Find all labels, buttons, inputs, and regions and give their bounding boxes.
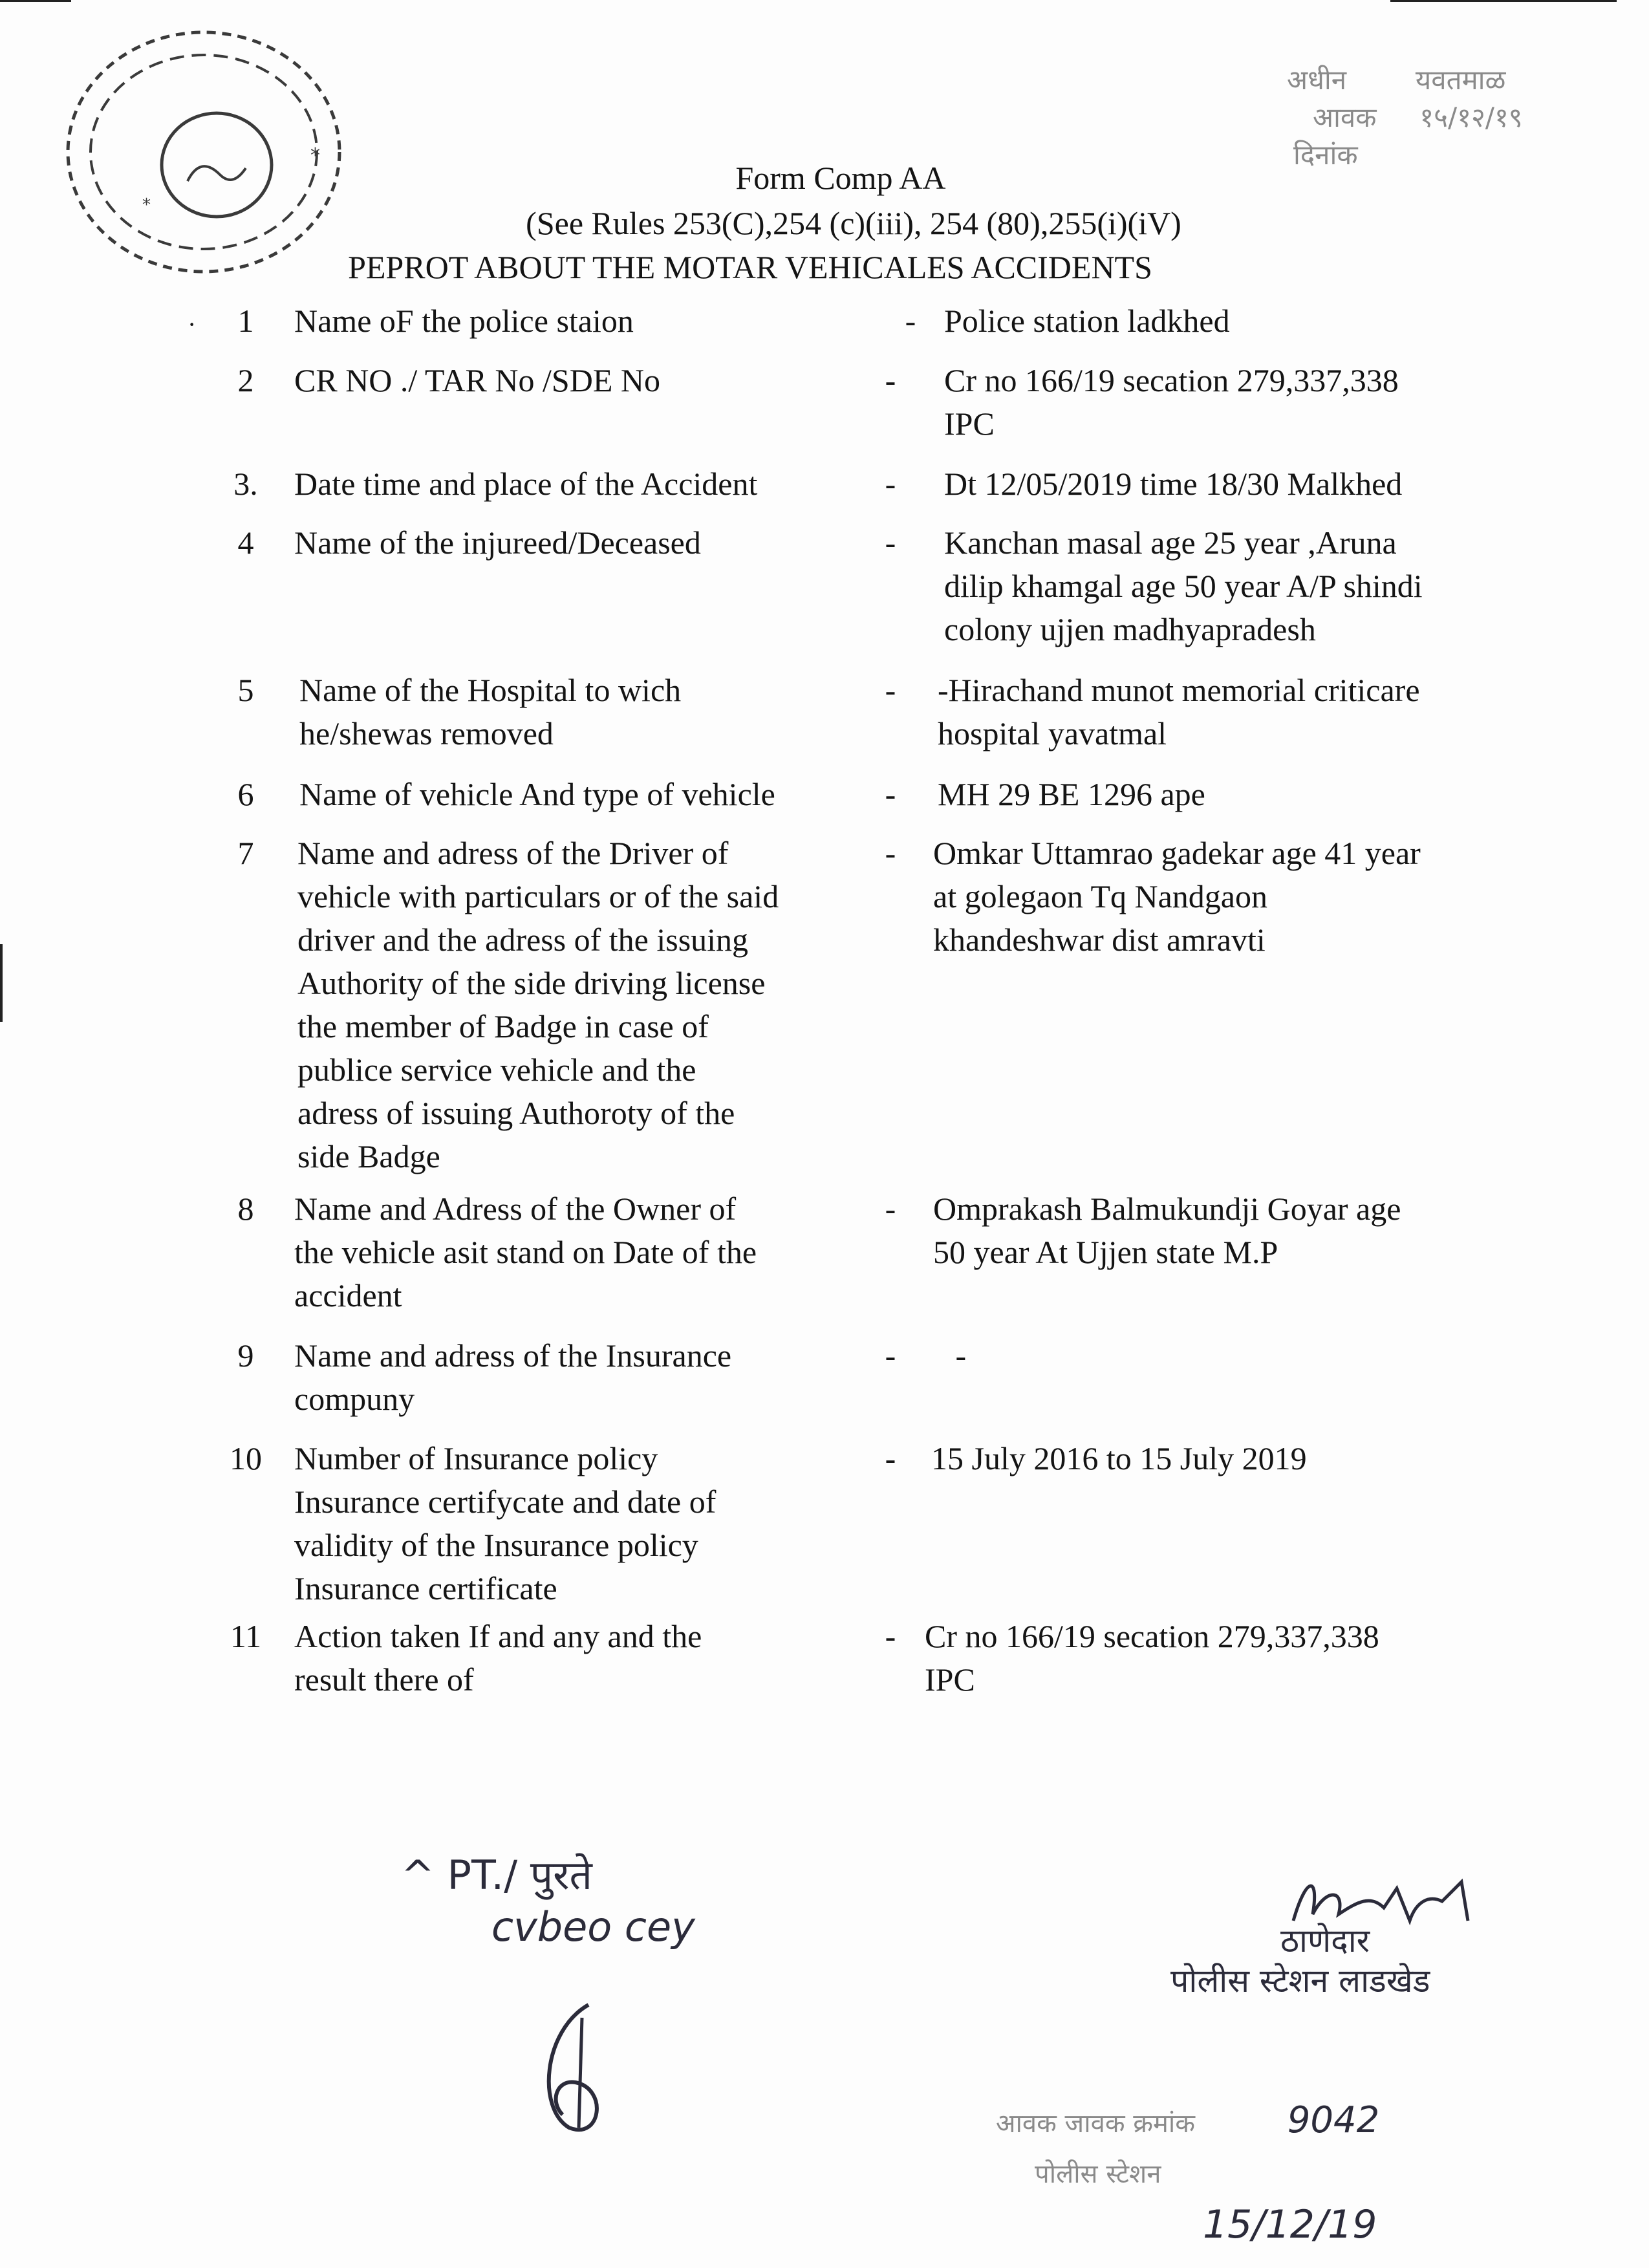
row-label: Date time and place of the Accident xyxy=(294,466,758,502)
row-dash: - xyxy=(885,776,896,812)
row-label: Name and Adress of the Owner of the vehicle asit stand on Date of the accident xyxy=(294,1191,757,1313)
row-dash: - xyxy=(885,1191,896,1227)
row-value: Omkar Uttamrao gadekar age 41 year at golegaon Tq Nandgaon khandeshwar dist amravti xyxy=(933,835,1421,958)
inward-label: आवक जावक क्रमांक xyxy=(996,2109,1195,2139)
stamp-line-2: आवक १५/१२/१९ xyxy=(1313,102,1523,133)
row-value: Cr no 166/19 secation 279,337,338 IPC xyxy=(944,362,1399,442)
row-label: Name oF the police staion xyxy=(294,303,634,339)
row-value: 15 July 2016 to 15 July 2019 xyxy=(931,1440,1307,1476)
row-dash: - xyxy=(885,362,896,398)
row-label: Name of the injureed/Deceased xyxy=(294,524,701,561)
row-dash: - xyxy=(885,466,896,502)
row-number: 10 xyxy=(230,1440,262,1476)
signature-station: पोलीस स्टेशन लाडखेड xyxy=(1170,1962,1430,2000)
handwritten-note-left xyxy=(401,1850,695,1953)
row-number: 4 xyxy=(237,524,254,561)
inward-date: 15/12/19 xyxy=(1203,2202,1377,2247)
row-number: 5 xyxy=(237,672,254,708)
row-dash: - xyxy=(885,1337,896,1374)
row-value: MH 29 BE 1296 ape xyxy=(938,776,1205,812)
scan-edge-top xyxy=(1390,0,1617,2)
scan-edge-left xyxy=(0,944,3,1022)
svg-text:*: * xyxy=(142,195,151,215)
stamp-line-3: दिनांक xyxy=(1293,139,1358,171)
report-title: PEPROT ABOUT THE MOTAR VEHICALES ACCIDENTS xyxy=(348,249,1152,285)
row-number: 1 xyxy=(237,303,254,339)
row-value: Kanchan masal age 25 year ,Aruna dilip khamgal age 50 year A/P shindi colony ujjen madhyapradesh xyxy=(944,524,1423,647)
row-label: CR NO ./ TAR No /SDE No xyxy=(294,362,660,398)
row-label: Name of the Hospital to wich he/shewas removed xyxy=(299,672,682,751)
inward-register-stamp xyxy=(996,2095,1379,2250)
signature-title: ठाणेदार xyxy=(1280,1922,1370,1960)
row-number: 2 xyxy=(237,362,254,398)
row-number: 3. xyxy=(233,466,258,502)
row-label: Name and adress of the Driver of vehicle with particulars or of the said driver and the adress of the issuing Authority of the side driving license the member of Badge in case of publice service vehicle and the adress of issuing Authoroty of the side Badge xyxy=(297,835,779,1174)
row-dash: - xyxy=(885,672,896,708)
row-dash: - xyxy=(885,524,896,561)
margin-mark: · xyxy=(188,310,197,339)
note-line-2: cvbeo cey xyxy=(491,1903,695,1950)
row-value: Dt 12/05/2019 time 18/30 Malkhed xyxy=(944,466,1403,502)
row-label: Action taken If and any and the result there of xyxy=(294,1618,702,1698)
form-title: Form Comp AA xyxy=(735,160,946,196)
stamp-line-1: अधीन यवतमाळ xyxy=(1287,64,1506,96)
row-value: Police station ladkhed xyxy=(944,303,1230,339)
row-dash: - xyxy=(885,1618,896,1654)
signature-stamp xyxy=(1170,1921,1430,2001)
rules-reference: (See Rules 253(C),254 (c)(iii), 254 (80),255(i)(iV) xyxy=(526,205,1181,241)
row-value: Omprakash Balmukundji Goyar age 50 year At Ujjen state M.P xyxy=(933,1191,1401,1270)
row-dash: - xyxy=(905,303,916,339)
row-label: Name and adress of the Insurance compuny xyxy=(294,1337,732,1417)
row-dash: - xyxy=(885,835,896,871)
row-value: Cr no 166/19 secation 279,337,338 IPC xyxy=(925,1618,1379,1698)
row-number: 11 xyxy=(230,1618,262,1654)
row-value: - xyxy=(931,1337,967,1374)
note-line-1: ^ PT./ पुरते xyxy=(401,1852,592,1899)
row-number: 6 xyxy=(237,776,254,812)
handwritten-initial-mark xyxy=(517,1992,634,2147)
scan-edge-top-left xyxy=(0,0,71,2)
row-dash: - xyxy=(885,1440,896,1476)
row-label: Name of vehicle And type of vehicle xyxy=(299,776,775,812)
inward-office: पोलीस स्टेशन xyxy=(1035,2159,1161,2189)
row-label: Number of Insurance policy Insurance certifycate and date of validity of the Insurance policy Insurance certificate xyxy=(294,1440,717,1606)
row-number: 7 xyxy=(237,835,254,871)
svg-text:*: * xyxy=(310,144,320,167)
row-number: 9 xyxy=(237,1337,254,1374)
inward-line xyxy=(996,2095,1379,2149)
row-value: -Hirachand munot memorial criticare hospital yavatmal xyxy=(938,672,1420,751)
row-number: 8 xyxy=(237,1191,254,1227)
inward-number: 9042 xyxy=(1287,2099,1380,2141)
